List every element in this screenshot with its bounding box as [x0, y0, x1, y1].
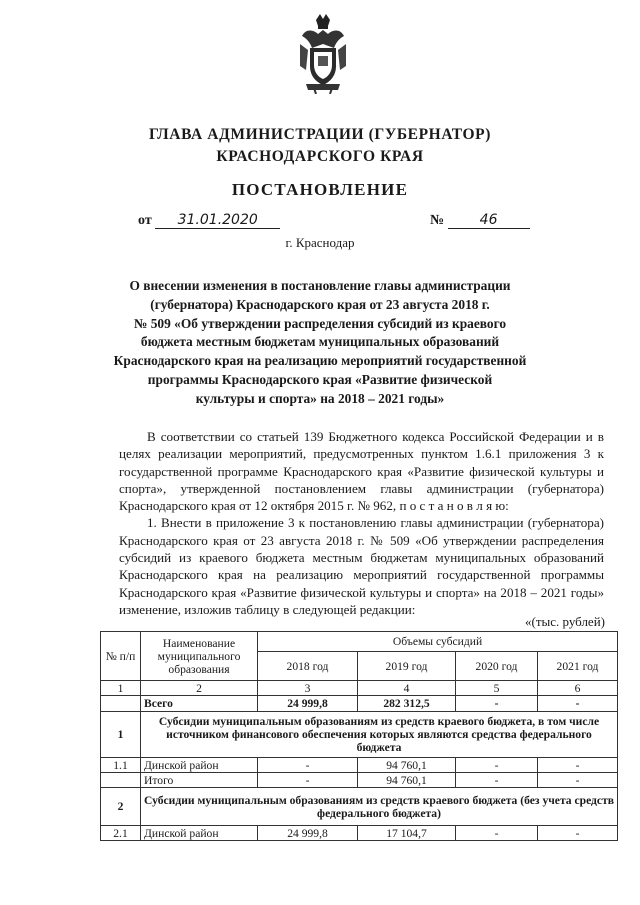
section-row: [101, 712, 618, 758]
row-value: 24 999,8: [258, 826, 358, 841]
row-value: 24 999,8: [258, 696, 358, 712]
index-cell: 6: [538, 681, 618, 696]
index-cell: 1: [101, 681, 141, 696]
paragraph-preamble: В соответствии со статьей 139 Бюджетного кодекса Российской Федерации и в целях реализации мероприятий, предусмотренных пунктом 1.6.1 приложения 3 к государственной программе Краснодарского края «Развитие физической культуры и спорта», утвержденной постановлением главы администрации (губернатора) Краснодарского края от 12 октября 2015 г. № 962, п о с т а н о в л я ю:: [119, 429, 604, 514]
index-cell: 5: [456, 681, 538, 696]
row-value: -: [258, 758, 358, 773]
section-number: 1: [101, 712, 141, 758]
subject-heading: [0, 277, 640, 409]
row-value: -: [456, 826, 538, 841]
index-cell: 3: [258, 681, 358, 696]
index-cell: 2: [141, 681, 258, 696]
subject-line: № 509 «Об утверждении распределения субсидий из краевого: [133, 315, 507, 331]
section-number: 2: [101, 788, 141, 826]
header-number: № п/п: [101, 632, 141, 681]
header-year: 2021 год: [538, 652, 618, 681]
date-label: от: [138, 213, 152, 228]
row-number: [101, 773, 141, 788]
city: г. Краснодар: [285, 235, 355, 250]
row-value: -: [538, 696, 618, 712]
header-year: 2019 год: [358, 652, 456, 681]
unit-note: «(тыс. рублей): [524, 614, 605, 629]
subject-line: Краснодарского края на реализацию мероприятий государственной: [113, 353, 527, 369]
document-type: ПОСТАНОВЛЕНИЕ: [231, 180, 409, 199]
row-value: -: [456, 696, 538, 712]
authority-title-line1: ГЛАВА АДМИНИСТРАЦИИ (ГУБЕРНАТОР): [149, 126, 491, 143]
subject-line: (губернатора) Краснодарского края от 23 августа 2018 г.: [150, 296, 490, 312]
index-row: [101, 681, 618, 696]
table-row: [101, 758, 618, 773]
row-name: Итого: [141, 773, 258, 788]
row-number: 2.1: [101, 826, 141, 841]
row-name: Всего: [141, 696, 258, 712]
number-value: 46: [448, 212, 530, 229]
section-title: Субсидии муниципальным образованиям из средств краевого бюджета, в том числе источником финансового обеспечения которых являются средства федерального бюджета: [141, 712, 618, 758]
total-row: [101, 696, 618, 712]
number-label: №: [430, 213, 445, 228]
row-number: [101, 696, 141, 712]
header-municipality: Наименование муниципального образования: [141, 632, 258, 681]
row-value: -: [538, 758, 618, 773]
number-field: [430, 212, 530, 229]
row-value: 282 312,5: [358, 696, 456, 712]
row-value: -: [258, 773, 358, 788]
section-row: [101, 788, 618, 826]
subject-line: бюджета местным бюджетам муниципальных образований: [140, 334, 500, 350]
row-value: -: [538, 773, 618, 788]
row-value: 94 760,1: [358, 758, 456, 773]
table-row: [101, 826, 618, 841]
index-cell: 4: [358, 681, 456, 696]
table-row: [101, 773, 618, 788]
paragraph-item-1: 1. Внести в приложение 3 к постановлению главы администрации (губернатора) Краснодарского края от 23 августа 2018 г. № 509 «Об утверждении распределения субсидий из краевого бюджета местным бюджетам муниципальных образований Краснодарского края на реализацию мероприятий государственной программы Краснодарского края «Развитие физической культуры и спорта» на 2018 – 2021 годы» изменение, изложив таблицу в следующей редакции:: [119, 515, 604, 617]
date-field: [138, 212, 280, 229]
subsidy-table: [100, 631, 618, 841]
header-year: 2018 год: [258, 652, 358, 681]
row-value: -: [456, 773, 538, 788]
coat-of-arms-emblem: [296, 14, 350, 94]
authority-title-line2: КРАСНОДАРСКОГО КРАЯ: [216, 148, 424, 165]
row-value: -: [538, 826, 618, 841]
header-year: 2020 год: [456, 652, 538, 681]
row-value: 94 760,1: [358, 773, 456, 788]
subject-line: О внесении изменения в постановление главы администрации: [129, 278, 511, 293]
row-number: 1.1: [101, 758, 141, 773]
subject-line: программы Краснодарского края «Развитие физической: [147, 371, 493, 387]
row-name: Динской район: [141, 758, 258, 773]
row-value: -: [456, 758, 538, 773]
row-name: Динской район: [141, 826, 258, 841]
body-text: [119, 428, 604, 618]
section-title: Субсидии муниципальным образованиям из средств краевого бюджета (без учета средств федерального бюджета): [141, 788, 618, 826]
header-volumes: Объемы субсидий: [258, 632, 618, 652]
subject-line: культуры и спорта» на 2018 – 2021 годы»: [195, 390, 445, 406]
row-value: 17 104,7: [358, 826, 456, 841]
date-value: 31.01.2020: [155, 212, 280, 229]
